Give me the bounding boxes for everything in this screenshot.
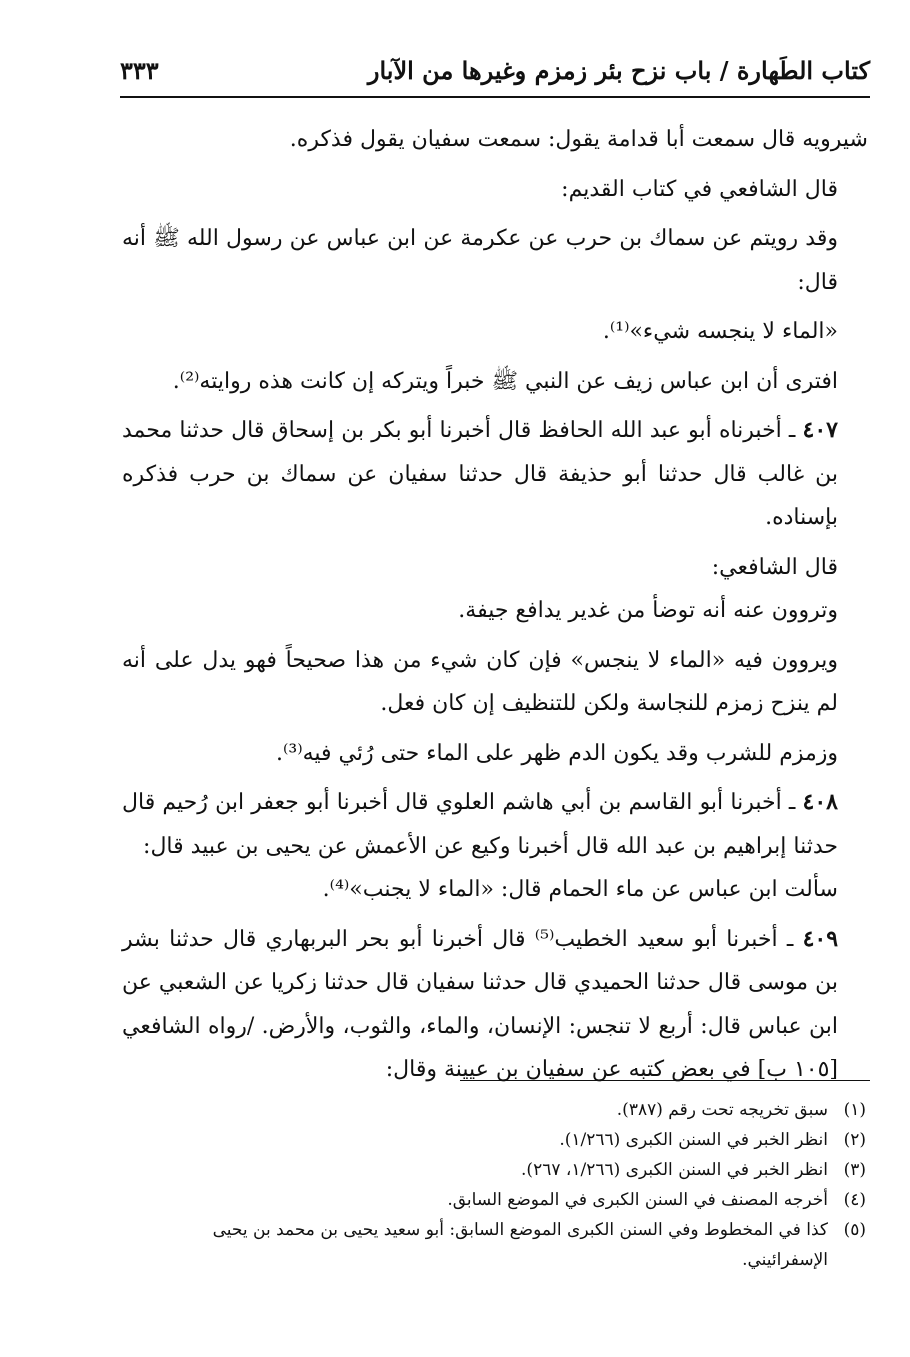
hadith-number: ٤٠٨ bbox=[802, 789, 838, 815]
paragraph: ويروون فيه «الماء لا ينجس» فإن كان شيء من هذا صحيحاً فهو يدل على أنه لم ينزح زمزم للنجاسة ولكن للتنظيف إن كان فعل. bbox=[122, 647, 838, 716]
hadith-text: ـ أخبرنا أبو سعيد الخطيب⁽⁵⁾ قال أخبرنا أبو بحر البربهاري قال حدثنا بشر بن موسى قال حدثنا الحميدي قال حدثنا سفيان قال حدثنا زكريا عن الشعبي عن ابن عباس قال: أربع لا تنجس: الإنسان، والماء، والثوب، والأرض. /رواه الشافعي [١٠٥ ب] في بعض كتبه عن سفيان بن عيينة وقال: bbox=[122, 926, 838, 1082]
footnote-number: (٤) bbox=[843, 1190, 866, 1210]
running-header bbox=[120, 52, 870, 96]
footnote bbox=[122, 1125, 866, 1155]
paragraph: وزمزم للشرب وقد يكون الدم ظهر على الماء حتى رُئي فيه⁽³⁾. bbox=[275, 740, 838, 766]
footnote bbox=[122, 1215, 866, 1275]
hadith-407 bbox=[122, 409, 868, 540]
footnote-text: انظر الخبر في السنن الكبرى (١/٢٦٦). bbox=[559, 1130, 828, 1150]
hadith-text: ـ أخبرنا أبو القاسم بن أبي هاشم العلوي قال أخبرنا أبو جعفر ابن رُحيم قال حدثنا إبراهيم بن عبد الله قال أخبرنا وكيع عن الأعمش عن يحيى بن عبيد قال: bbox=[122, 790, 838, 859]
header-title: كتاب الطَهارة / باب نزح بئر زمزم وغيرها من الآبار bbox=[367, 56, 870, 85]
footnote-divider bbox=[460, 1080, 870, 1081]
paragraph: قال الشافعي في كتاب القديم: bbox=[561, 176, 838, 202]
hadith-409 bbox=[122, 918, 868, 1092]
header-divider bbox=[120, 96, 870, 98]
footnote-number: (٥) bbox=[843, 1220, 866, 1240]
hadith-text: ـ أخبرناه أبو عبد الله الحافظ قال أخبرنا أبو بكر بن إسحاق قال حدثنا محمد بن غالب قال حدثنا أبو حذيفة قال حدثنا سفيان عن سماك بن حرب فذكره بإسناده. bbox=[122, 418, 838, 530]
footnote-text: كذا في المخطوط وفي السنن الكبرى الموضع السابق: أبو سعيد يحيى بن محمد بن يحيى الإسفرائيني. bbox=[212, 1220, 828, 1270]
footnote bbox=[122, 1095, 866, 1125]
footnote bbox=[122, 1185, 866, 1215]
paragraph: «الماء لا ينجسه شيء»⁽¹⁾. bbox=[602, 319, 838, 344]
paragraph: وقد رويتم عن سماك بن حرب عن عكرمة عن ابن عباس عن رسول الله ﷺ أنه قال: bbox=[122, 226, 838, 295]
paragraph: سألت ابن عباس عن ماء الحمام قال: «الماء لا يجنب»⁽⁴⁾. bbox=[322, 877, 838, 902]
paragraph: افترى أن ابن عباس زيف عن النبي ﷺ خبراً ويتركه إن كانت هذه روايته⁽²⁾. bbox=[172, 368, 838, 394]
hadith-number: ٤٠٧ bbox=[802, 417, 838, 443]
hadith-number: ٤٠٩ bbox=[802, 925, 839, 952]
paragraph: قال الشافعي: bbox=[711, 554, 838, 580]
hadith-408 bbox=[122, 781, 868, 868]
footnote-text: انظر الخبر في السنن الكبرى (١/٢٦٦، ٢٦٧). bbox=[521, 1160, 828, 1180]
footnote-number: (٢) bbox=[843, 1130, 866, 1150]
footnotes bbox=[122, 1095, 866, 1275]
paragraph: شيرويه قال سمعت أبا قدامة يقول: سمعت سفيان يقول فذكره. bbox=[289, 127, 868, 152]
paragraph: وتروون عنه أنه توضأ من غدير يدافع جيفة. bbox=[458, 598, 838, 623]
main-text bbox=[122, 118, 868, 1092]
footnote-text: سبق تخريجه تحت رقم (٣٨٧). bbox=[616, 1100, 828, 1120]
footnote-number: (٣) bbox=[843, 1160, 866, 1180]
page-number: ٣٣٣ bbox=[120, 56, 159, 85]
footnote-number: (١) bbox=[843, 1100, 866, 1120]
footnote bbox=[122, 1155, 866, 1185]
footnote-text: أخرجه المصنف في السنن الكبرى في الموضع السابق. bbox=[447, 1190, 828, 1210]
